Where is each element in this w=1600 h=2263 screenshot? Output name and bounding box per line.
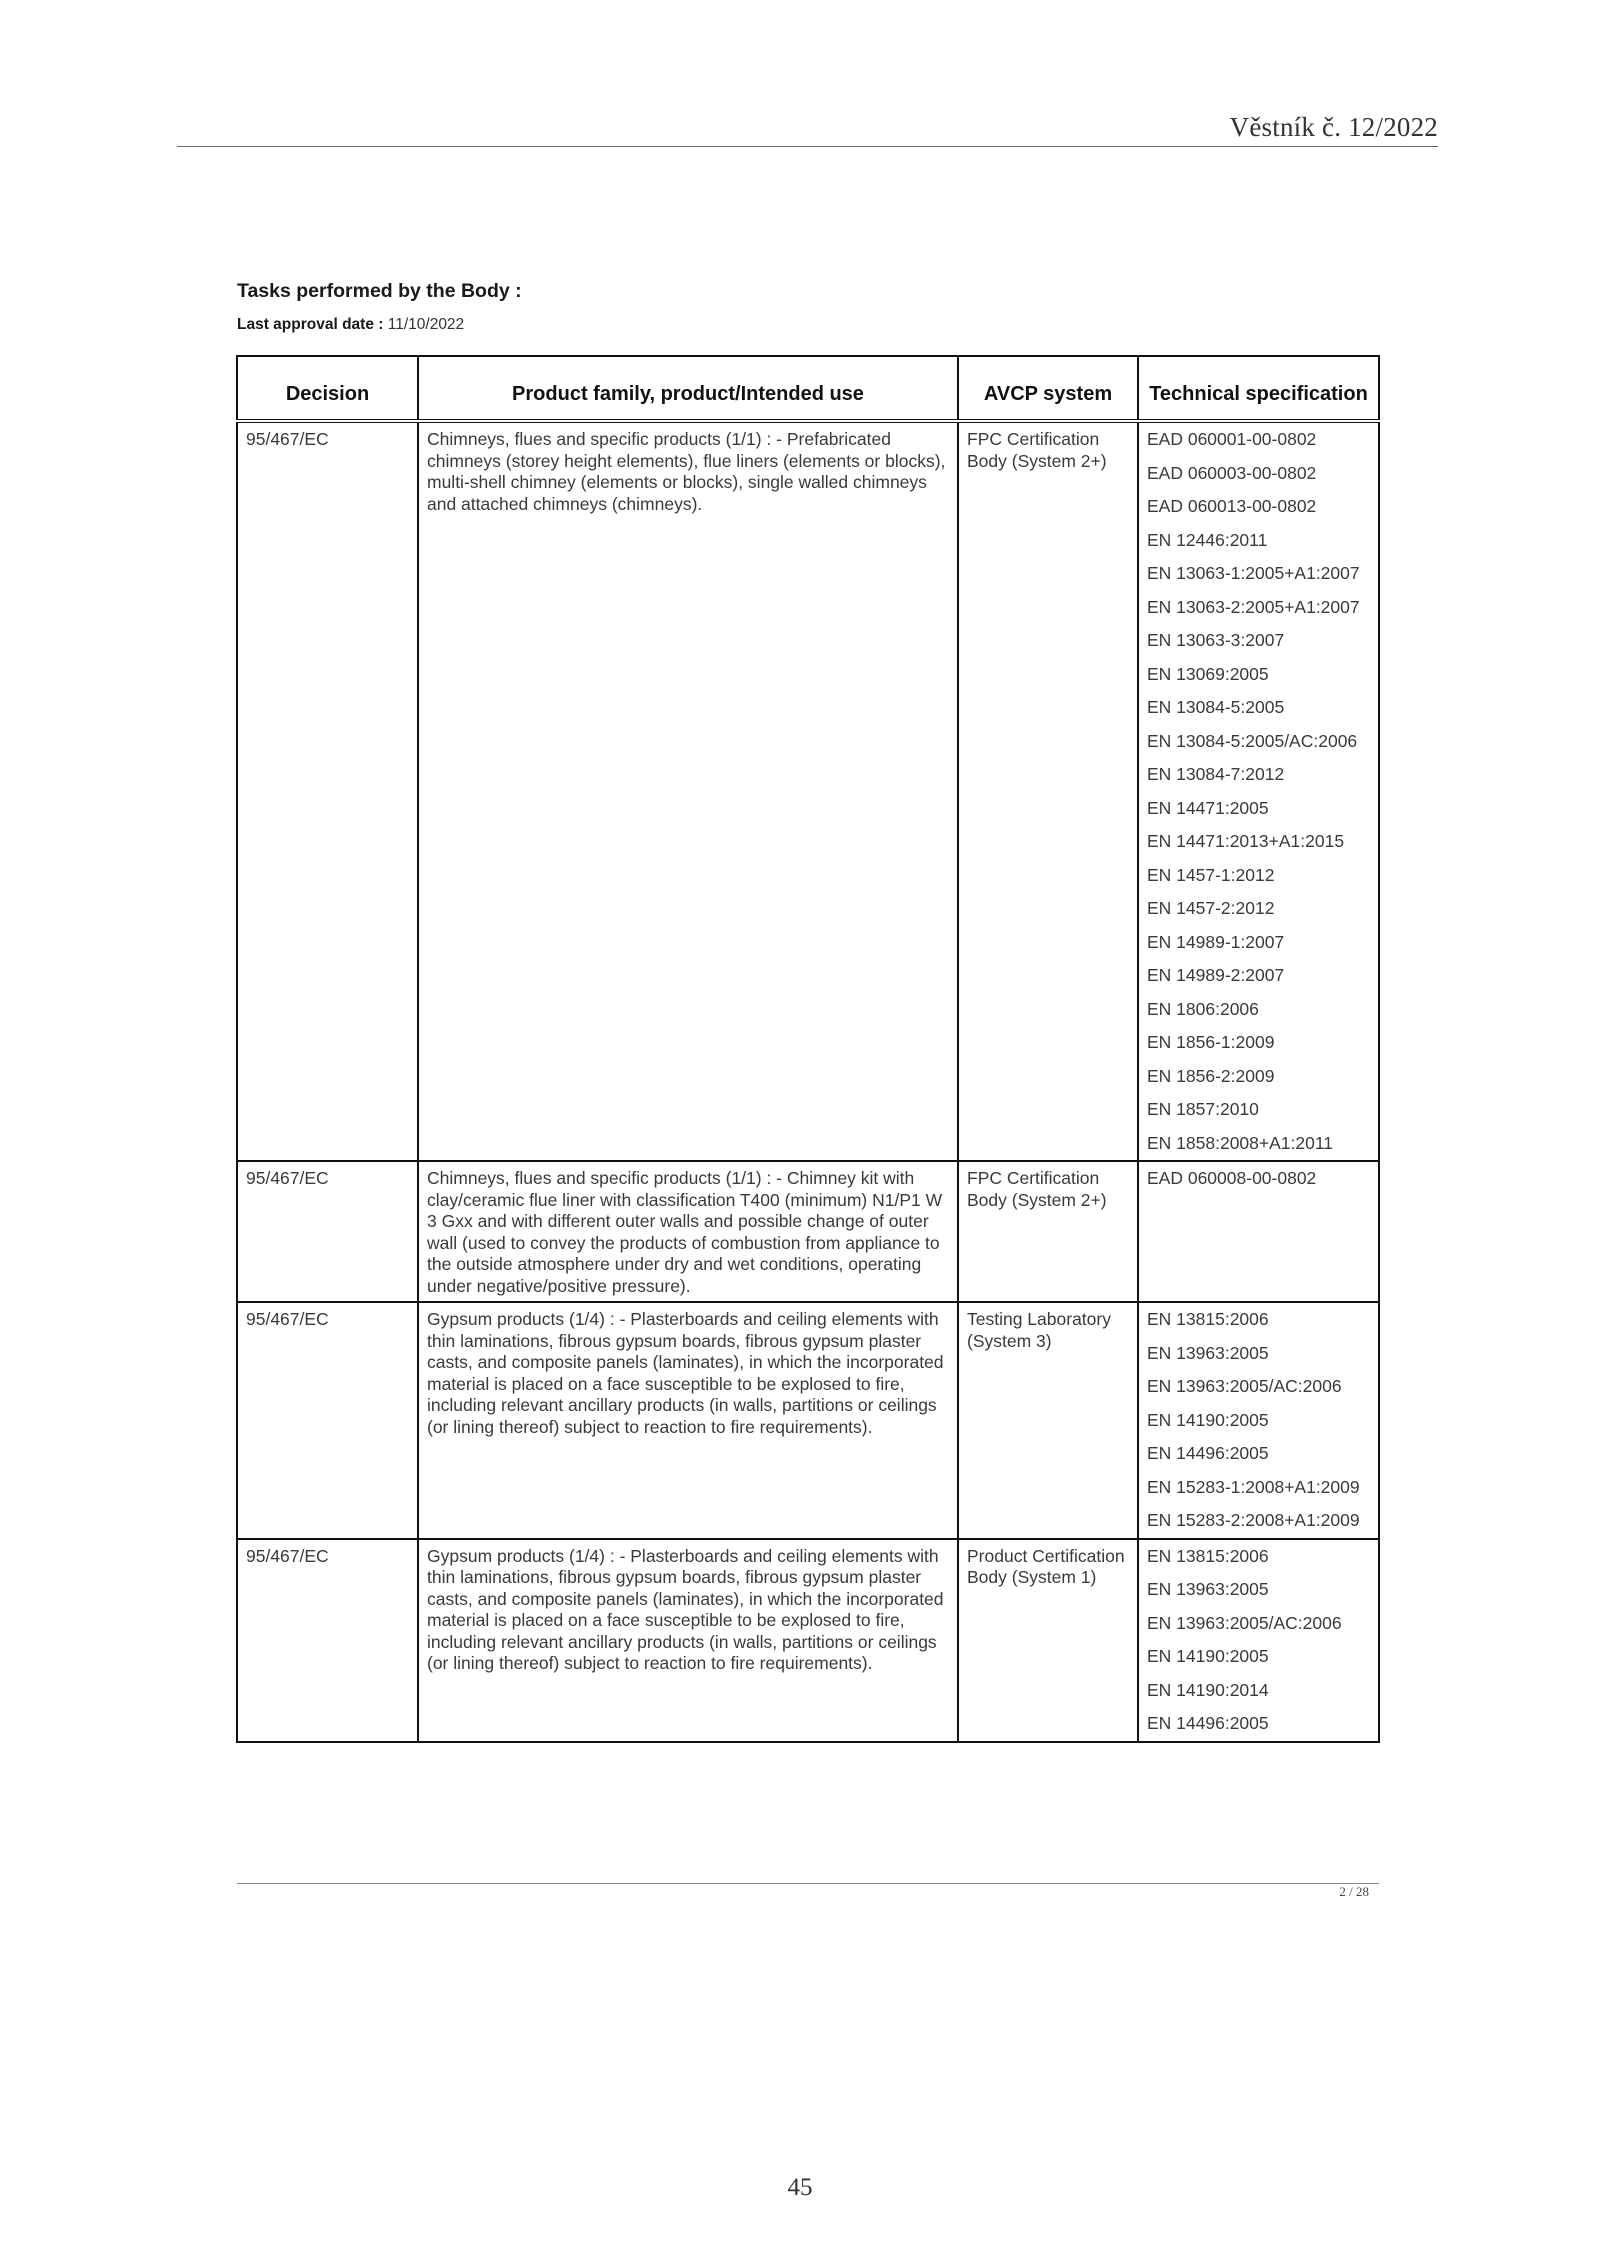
spec-cell bbox=[1138, 1161, 1379, 1302]
spec-cell bbox=[1138, 421, 1379, 1161]
spec-item: EN 13084-5:2005 bbox=[1147, 697, 1285, 717]
header-divider bbox=[177, 146, 1438, 147]
avcp-cell: FPC Certification Body (System 2+) bbox=[958, 1161, 1138, 1302]
decision-cell: 95/467/EC bbox=[237, 1302, 418, 1539]
product-cell: Gypsum products (1/4) : - Plasterboards and ceiling elements with thin laminations, fibrous gypsum boards, fibrous gypsum plaster casts, and composite panels (laminates), in which the incorporated material is placed on a face susceptible to be explosed to fire, including relevant ancillary products (in walls, partitions or ceilings (or lining thereof) subject to reaction to fire requirements). bbox=[418, 1539, 958, 1742]
table-row bbox=[237, 1302, 1379, 1539]
spec-item: EN 14989-2:2007 bbox=[1147, 965, 1285, 985]
column-header-spec: Technical specification bbox=[1138, 356, 1379, 421]
spec-item: EAD 060008-00-0802 bbox=[1147, 1168, 1317, 1188]
page-counter: 2 / 28 bbox=[1339, 1884, 1369, 1899]
spec-item: EN 13963:2005 bbox=[1147, 1342, 1269, 1363]
section-title: Tasks performed by the Body : bbox=[237, 280, 522, 302]
table-row bbox=[237, 421, 1379, 1161]
spec-item: EN 13063-2:2005+A1:2007 bbox=[1147, 596, 1360, 617]
table-header-row bbox=[237, 356, 1379, 421]
spec-item: EN 15283-2:2008+A1:2009 bbox=[1147, 1510, 1360, 1530]
spec-item: EN 14989-1:2007 bbox=[1147, 931, 1285, 952]
spec-item: EN 13963:2005/AC:2006 bbox=[1147, 1376, 1342, 1396]
spec-item: EN 13063-3:2007 bbox=[1147, 630, 1285, 650]
spec-item: EN 14190:2005 bbox=[1147, 1646, 1269, 1666]
decision-cell: 95/467/EC bbox=[237, 421, 418, 1161]
spec-item: EN 13963:2005 bbox=[1147, 1579, 1269, 1599]
page-number: 45 bbox=[787, 2174, 813, 2201]
spec-item: EN 14190:2014 bbox=[1147, 1679, 1269, 1700]
spec-item: EAD 060001-00-0802 bbox=[1147, 429, 1317, 449]
column-header-decision: Decision bbox=[237, 356, 418, 421]
spec-item: EN 13084-7:2012 bbox=[1147, 764, 1285, 784]
spec-item: EN 1856-2:2009 bbox=[1147, 1065, 1275, 1086]
approval-line bbox=[237, 316, 464, 334]
avcp-cell: FPC Certification Body (System 2+) bbox=[958, 421, 1138, 1161]
tasks-table bbox=[236, 355, 1380, 1743]
column-header-avcp: AVCP system bbox=[958, 356, 1138, 421]
column-header-product: Product family, product/Intended use bbox=[418, 356, 958, 421]
avcp-cell: Product Certification Body (System 1) bbox=[958, 1539, 1138, 1742]
spec-item: EN 1806:2006 bbox=[1147, 998, 1259, 1019]
spec-item: EN 12446:2011 bbox=[1147, 529, 1268, 550]
decision-cell: 95/467/EC bbox=[237, 1539, 418, 1742]
spec-item: EN 13063-1:2005+A1:2007 bbox=[1147, 563, 1360, 583]
spec-item: EAD 060003-00-0802 bbox=[1147, 462, 1317, 483]
table-body bbox=[237, 421, 1379, 1742]
spec-item: EN 13963:2005/AC:2006 bbox=[1147, 1612, 1342, 1633]
spec-item: EN 15283-1:2008+A1:2009 bbox=[1147, 1476, 1360, 1497]
spec-item: EN 14496:2005 bbox=[1147, 1713, 1269, 1733]
spec-item: EN 1457-1:2012 bbox=[1147, 864, 1275, 885]
journal-header: Věstník č. 12/2022 bbox=[1229, 112, 1438, 142]
spec-item: EN 1856-1:2009 bbox=[1147, 1032, 1275, 1052]
spec-cell bbox=[1138, 1539, 1379, 1742]
spec-item: EN 14496:2005 bbox=[1147, 1443, 1269, 1463]
spec-item: EN 13084-5:2005/AC:2006 bbox=[1147, 730, 1358, 751]
approval-label: Last approval date : bbox=[237, 316, 384, 333]
table-row bbox=[237, 1539, 1379, 1742]
spec-cell bbox=[1138, 1302, 1379, 1539]
spec-item: EN 1857:2010 bbox=[1147, 1099, 1259, 1119]
spec-item: EAD 060013-00-0802 bbox=[1147, 496, 1317, 516]
spec-item: EN 13815:2006 bbox=[1147, 1545, 1269, 1566]
spec-item: EN 1457-2:2012 bbox=[1147, 898, 1275, 918]
product-cell: Chimneys, flues and specific products (1/1) : - Prefabricated chimneys (storey height elements), flue liners (elements or blocks), multi-shell chimney (elements or blocks), single walled chimneys and attached chimneys (chimneys). bbox=[418, 421, 958, 1161]
spec-item: EN 13069:2005 bbox=[1147, 663, 1269, 684]
footer-divider bbox=[237, 1883, 1379, 1884]
product-cell: Gypsum products (1/4) : - Plasterboards and ceiling elements with thin laminations, fibrous gypsum boards, fibrous gypsum plaster casts, and composite panels (laminates), in which the incorporated material is placed on a face susceptible to be explosed to fire, including relevant ancillary products (in walls, partitions or ceilings (or lining thereof) subject to reaction to fire requirements). bbox=[418, 1302, 958, 1539]
spec-item: EN 14471:2013+A1:2015 bbox=[1147, 831, 1345, 851]
avcp-cell: Testing Laboratory (System 3) bbox=[958, 1302, 1138, 1539]
approval-date: 11/10/2022 bbox=[387, 316, 465, 333]
spec-item: EN 13815:2006 bbox=[1147, 1309, 1269, 1329]
spec-item: EN 1858:2008+A1:2011 bbox=[1147, 1132, 1334, 1153]
decision-cell: 95/467/EC bbox=[237, 1161, 418, 1302]
spec-item: EN 14190:2005 bbox=[1147, 1409, 1269, 1430]
table-row bbox=[237, 1161, 1379, 1302]
spec-item: EN 14471:2005 bbox=[1147, 797, 1269, 818]
product-cell: Chimneys, flues and specific products (1/1) : - Chimney kit with clay/ceramic flue liner with classification T400 (minimum) N1/P1 W 3 Gxx and with different outer walls and possible change of outer wall (used to convey the products of combustion from appliance to the outside atmosphere under dry and wet conditions, operating under negative/positive pressure). bbox=[418, 1161, 958, 1302]
